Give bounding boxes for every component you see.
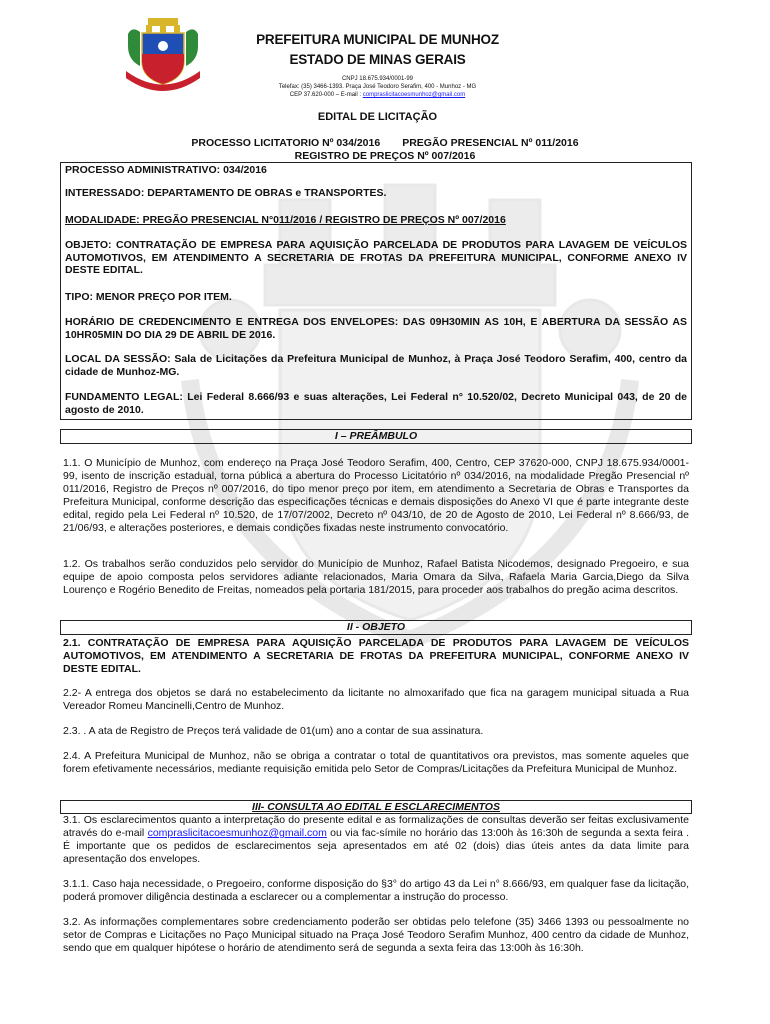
- processo-licitatorio: PROCESSO LICITATORIO Nº 034/2016: [191, 137, 381, 149]
- interessado: INTERESSADO: DEPARTAMENTO DE OBRAS e TRANSPORTES.: [65, 187, 387, 199]
- paragraph-1-2: 1.2. Os trabalhos serão conduzidos pelo servidor do Município de Munhoz, Rafael Batista Nicodemos, designado Pregoeiro, e sua equipe de apoio composta pelos servidores adiante relacionados, Maria Omara da Silva, Rafaela Maria Garcia,Diego da Silva Lourenço e Rogério Benedito de Freitas, nomeados pela portaria 181/2015, para proceder aos trabalhos do pregão acima descritos.: [63, 558, 689, 596]
- pregao-presencial: PREGÃO PRESENCIAL Nº 011/2016: [402, 137, 579, 149]
- header-email-link[interactable]: compraslicitacoesmunhoz@gmail.com: [362, 92, 466, 98]
- edital-title: EDITAL DE LICITAÇÃO: [317, 111, 438, 123]
- paragraph-3-1-before: 3.1. Os esclarecimentos quanto a interpretação do presente edital e as formalizações de consultas deverão ser feitas exclusivamente através do e-mail: [63, 814, 689, 839]
- section-heading-consulta-text: III- CONSULTA AO EDITAL E ESCLARECIMENTOS: [252, 801, 500, 813]
- paragraph-2-1: 2.1. CONTRATAÇÃO DE EMPRESA PARA AQUISIÇÃO PARCELADA DE PRODUTOS PARA LAVAGEM DE VEÍCULOS AUTOMOTIVOS, EM ATENDIMENTO A SECRETARIA DE FROTAS DA PREFEITURA MUNICIPAL, CONFORME ANEXO IV DESTE EDITAL.: [63, 637, 689, 675]
- municipal-crest-icon: [118, 16, 208, 96]
- tipo: TIPO: MENOR PREÇO POR ITEM.: [65, 291, 232, 303]
- cnpj-text: CNPJ 18.675.934/0001-99: [341, 76, 414, 82]
- paragraph-1-1: 1.1. O Município de Munhoz, com endereço na Praça José Teodoro Serafim, 400, Centro, CEP 37620-000, CNPJ 18.675.934/0001-99, isento de inscrição estadual, torna pública a abertura do Processo Licitatório nº 034/2016, na modalidade Pregão Presencial nº 011/2016, Registro de Preços nº 007/2016, do tipo menor preço por item, em atendimento a Secretaria de Obras e Transportes da Prefeitura Municipal, conforme descrição das especificações técnicas e demais disposições do Anexo VI que é parte integrante deste edital, regido pela Lei Federal nº 10.520, de 17/07/2002, Decreto nº 043/10, de 20 de Agosto de 2010, Lei Federal nº 8.666/93, de 21/06/93, e alterações posteriores, e demais condições fixadas neste instrumento convocatório.: [63, 457, 689, 534]
- phone-address-text: Telefax: (35) 3466-1393. Praça José Teodoro Serafim, 400 - Munhoz - MG: [278, 84, 477, 90]
- paragraph-2-2: 2.2- A entrega dos objetos se dará no estabelecimento da licitante no almoxarifado que fica na garagem municipal situada a Rua Vereador Romeu Mancinelli,Centro de Munhoz.: [63, 687, 689, 712]
- section-heading-objeto: II - OBJETO: [60, 620, 692, 635]
- prefeitura-title: PREFEITURA MUNICIPAL DE MUNHOZ: [256, 32, 499, 47]
- paragraph-2-4: 2.4. A Prefeitura Municipal de Munhoz, não se obriga a contratar o total de quantitativos ora previstos, mas somente aqueles que forem efetivamente necessários, mediante requisição emitida pelo Setor de Compras/Licitações da Prefeitura Municipal de Munhoz.: [63, 750, 689, 775]
- paragraph-3-1-1: 3.1.1. Caso haja necessidade, o Pregoeiro, conforme disposição do §3° do artigo 43 da Lei n° 8.666/93, em qualquer fase da licitação, poderá promover diligência destinada a esclarecer ou a complementar a instrução do processo.: [63, 878, 689, 903]
- paragraph-3-2: 3.2. As informações complementares sobre credenciamento poderão ser obtidas pelo telefone (35) 3466 1393 ou pessoalmente no setor de Compras e Licitações no Paço Municipal situado na Praça José Teodoro Serafim Munhoz, 400 centro da cidade de Munhoz, sendo que em qualquer hipótese o horário de atendimento será de segunda a sexta feira das 13:00h às 16:30h.: [63, 916, 689, 954]
- estado-title: ESTADO DE MINAS GERAIS: [289, 52, 466, 67]
- summary-box: [60, 162, 692, 420]
- process-line: [60, 137, 710, 149]
- section-heading-preambulo: I – PREÂMBULO: [60, 429, 692, 444]
- fundamento-legal: FUNDAMENTO LEGAL: Lei Federal 8.666/93 e suas alterações, Lei Federal n° 10.520/02, Decreto Municipal 043, de 20 de agosto de 2010.: [65, 391, 687, 416]
- local-sessao: LOCAL DA SESSÃO: Sala de Licitações da Prefeitura Municipal de Munhoz, à Praça José Teodoro Serafim, 400, centro da cidade de Munhoz-MG.: [65, 353, 687, 378]
- modalidade: MODALIDADE: PREGÃO PRESENCIAL N°011/2016 / REGISTRO DE PREÇOS Nº 007/2016: [65, 214, 506, 226]
- objeto: OBJETO: CONTRATAÇÃO DE EMPRESA PARA AQUISIÇÃO PARCELADA DE PRODUTOS PARA LAVAGEM DE VEÍCULOS AUTOMOTIVOS, EM ATENDIMENTO A SECRETARIA DE FROTAS DA PREFEITURA MUNICIPAL, CONFORME ANEXO IV DESTE EDITAL.: [65, 239, 687, 277]
- registro-precos: REGISTRO DE PREÇOS Nº 007/2016: [294, 150, 476, 162]
- cep-email-line: [210, 91, 545, 99]
- paragraph-3-1-after: ou via fac-símile no horário das 13:00h às 16:30h de segunda a sexta feira . É importante que os pedidos de esclarecimentos seja apresentados em até 02 (dois) dias úteis antes da data limite para apresentação dos envelopes.: [63, 827, 689, 865]
- horario: HORÁRIO DE CREDENCIMENTO E ENTREGA DOS ENVELOPES: DAS 09H30MIN AS 10H, E ABERTURA DA SESSÃO AS 10HR05MIN DO DIA 29 DE ABRIL DE 2016.: [65, 316, 687, 341]
- consulta-email-link[interactable]: compraslicitacoesmunhoz@gmail.com: [147, 827, 327, 839]
- cep-email-prefix: CEP 37.620-000 – E-mail :: [289, 92, 363, 98]
- paragraph-3-1: [63, 814, 689, 866]
- section-heading-consulta: [60, 800, 692, 814]
- processo-administrativo: PROCESSO ADMINISTRATIVO: 034/2016: [65, 164, 267, 176]
- paragraph-2-3: 2.3. . A ata de Registro de Preços terá validade de 01(um) ano a contar de sua assinatura.: [63, 725, 484, 737]
